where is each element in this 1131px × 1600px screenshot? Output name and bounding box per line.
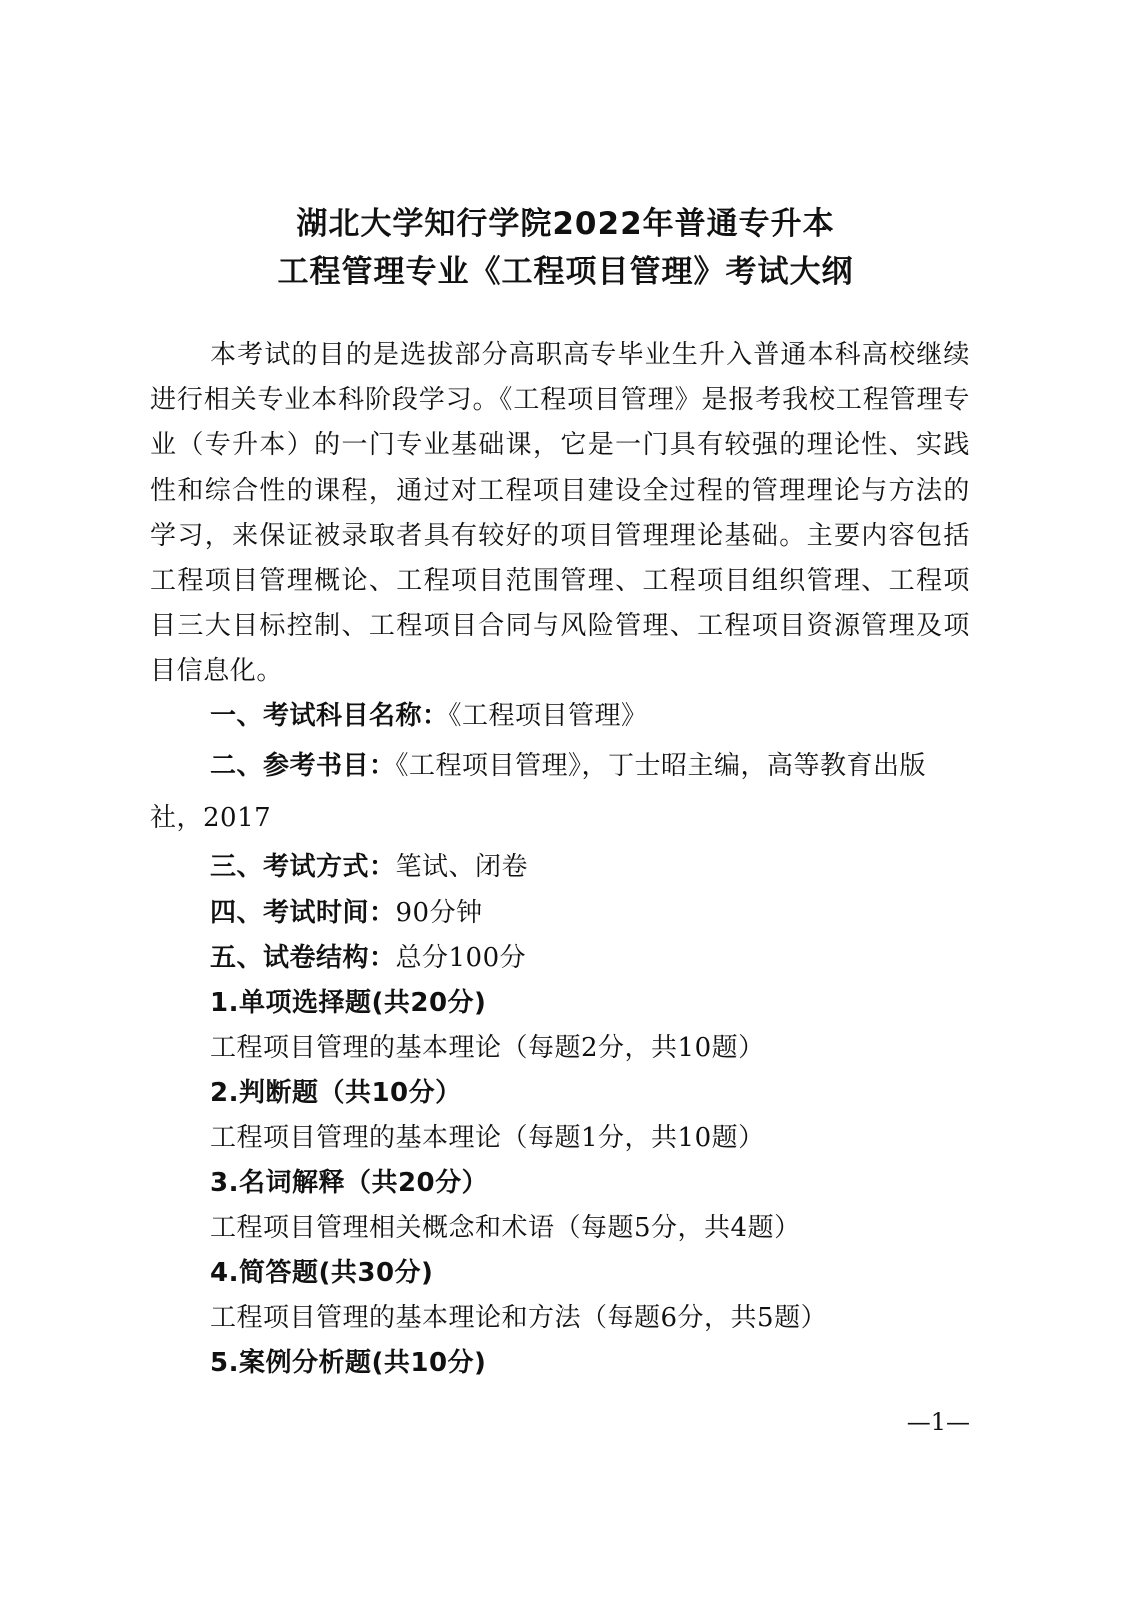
- question-type-1-detail: 工程项目管理的基本理论（每题2分，共10题）: [210, 1033, 765, 1063]
- question-type-3-detail: 工程项目管理相关概念和术语（每题5分，共4题）: [210, 1213, 801, 1243]
- section-reference-book-value: 《工程项目管理》，丁士昭主编，高等教育出版社，2017: [150, 751, 927, 833]
- section-reference-book: [150, 740, 970, 844]
- document-title-line-2: 工程管理专业《工程项目管理》考试大纲: [277, 254, 854, 290]
- section-paper-structure: [210, 937, 526, 974]
- section-exam-method: [210, 846, 528, 883]
- section-exam-time-label: 四、考试时间：: [210, 898, 396, 928]
- question-type-4-heading: 4.简答题(共30分): [210, 1258, 434, 1288]
- question-type-2-detail: 工程项目管理的基本理论（每题1分，共10题）: [210, 1123, 765, 1153]
- question-type-4-detail: 工程项目管理的基本理论和方法（每题6分，共5题）: [210, 1303, 828, 1333]
- section-paper-structure-label: 五、试卷结构：: [210, 943, 396, 973]
- question-type-1-heading: 1.单项选择题(共20分): [210, 988, 487, 1018]
- section-exam-subject-label: 一、考试科目名称：: [210, 701, 449, 731]
- section-exam-subject: [210, 695, 648, 732]
- question-type-3-heading: 3.名词解释（共20分）: [210, 1168, 489, 1198]
- section-exam-time-value: 90分钟: [395, 898, 483, 928]
- section-exam-method-label: 三、考试方式：: [210, 852, 396, 882]
- section-paper-structure-value: 总分100分: [395, 943, 527, 973]
- section-exam-method-value: 笔试、闭卷: [395, 852, 529, 882]
- question-type-5-heading: 5.案例分析题(共10分): [210, 1348, 487, 1378]
- page-number: —1—: [906, 1408, 970, 1436]
- section-reference-book-label: 二、参考书目：: [210, 751, 396, 781]
- question-type-2-heading: 2.判断题（共10分）: [210, 1078, 462, 1108]
- section-exam-subject-value: 《工程项目管理》: [448, 701, 648, 731]
- intro-paragraph: 本考试的目的是选拔部分高职高专毕业生升入普通本科高校继续进行相关专业本科阶段学习。《工程项目管理》是报考我校工程管理专业（专升本）的一门专业基础课，它是一门具有较强的理论性、实践性和综合性的课程，通过对工程项目建设全过程的管理理论与方法的学习，来保证被录取者具有较好的项目管理理论基础。主要内容包括工程项目管理概论、工程项目范围管理、工程项目组织管理、工程项目三大目标控制、工程项目合同与风险管理、工程项目资源管理及项目信息化。: [150, 340, 970, 687]
- document-title-line-1: 湖北大学知行学院2022年普通专升本: [296, 206, 835, 242]
- section-exam-time: [210, 892, 483, 929]
